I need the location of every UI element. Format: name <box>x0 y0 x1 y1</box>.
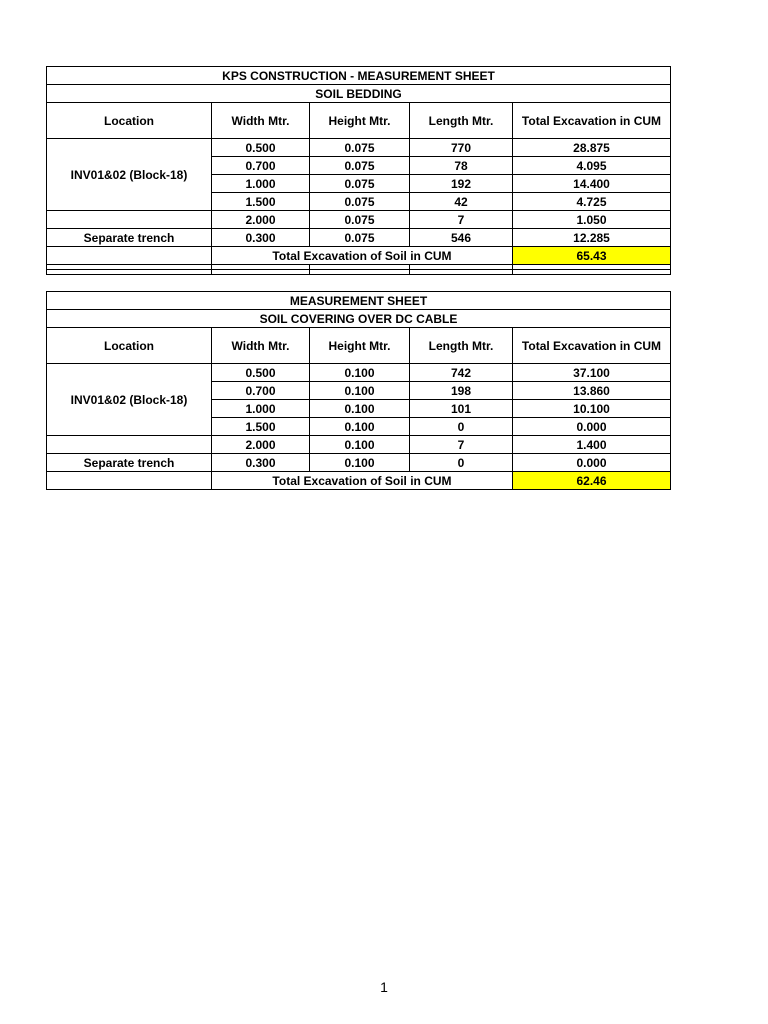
empty-cell <box>47 472 212 490</box>
header-location: Location <box>47 328 212 364</box>
height-cell: 0.075 <box>310 229 410 247</box>
total-value: 65.43 <box>513 247 671 265</box>
width-cell: 0.500 <box>212 139 310 157</box>
width-cell: 0.500 <box>212 364 310 382</box>
total-row <box>47 247 671 265</box>
total-label: Total Excavation of Soil in CUM <box>212 472 513 490</box>
total-cell: 0.000 <box>513 418 671 436</box>
height-cell: 0.100 <box>310 382 410 400</box>
length-cell: 0 <box>410 454 513 472</box>
sheet-subtitle: SOIL COVERING OVER DC CABLE <box>47 310 671 328</box>
width-cell: 1.000 <box>212 175 310 193</box>
total-row <box>47 472 671 490</box>
height-cell: 0.100 <box>310 454 410 472</box>
width-cell: 0.700 <box>212 157 310 175</box>
table-row <box>47 436 671 454</box>
sheet-subtitle: SOIL BEDDING <box>47 85 671 103</box>
total-cell: 14.400 <box>513 175 671 193</box>
width-cell: 1.500 <box>212 418 310 436</box>
length-cell: 7 <box>410 436 513 454</box>
empty-location-cell <box>47 211 212 229</box>
location-cell: Separate trench <box>47 229 212 247</box>
spacer-row <box>47 270 671 275</box>
height-cell: 0.100 <box>310 400 410 418</box>
height-cell: 0.100 <box>310 364 410 382</box>
header-location: Location <box>47 103 212 139</box>
header-width: Width Mtr. <box>212 328 310 364</box>
height-cell: 0.075 <box>310 139 410 157</box>
total-cell: 28.875 <box>513 139 671 157</box>
height-cell: 0.100 <box>310 418 410 436</box>
total-cell: 10.100 <box>513 400 671 418</box>
length-cell: 770 <box>410 139 513 157</box>
length-cell: 101 <box>410 400 513 418</box>
length-cell: 198 <box>410 382 513 400</box>
total-value: 62.46 <box>513 472 671 490</box>
width-cell: 1.000 <box>212 400 310 418</box>
table-row <box>47 229 671 247</box>
height-cell: 0.075 <box>310 157 410 175</box>
height-cell: 0.075 <box>310 193 410 211</box>
total-cell: 4.095 <box>513 157 671 175</box>
height-cell: 0.075 <box>310 211 410 229</box>
soil-bedding-table <box>46 66 671 275</box>
header-total: Total Excavation in CUM <box>513 103 671 139</box>
header-height: Height Mtr. <box>310 328 410 364</box>
width-cell: 2.000 <box>212 436 310 454</box>
width-cell: 1.500 <box>212 193 310 211</box>
header-width: Width Mtr. <box>212 103 310 139</box>
page-number: 1 <box>380 979 388 995</box>
header-length: Length Mtr. <box>410 328 513 364</box>
total-cell: 12.285 <box>513 229 671 247</box>
sheet-title: KPS CONSTRUCTION - MEASUREMENT SHEET <box>47 67 671 85</box>
header-row <box>47 328 671 364</box>
width-cell: 0.300 <box>212 454 310 472</box>
length-cell: 0 <box>410 418 513 436</box>
total-cell: 1.400 <box>513 436 671 454</box>
empty-cell <box>47 247 212 265</box>
length-cell: 78 <box>410 157 513 175</box>
length-cell: 42 <box>410 193 513 211</box>
location-cell: INV01&02 (Block-18) <box>47 139 212 211</box>
height-cell: 0.075 <box>310 175 410 193</box>
length-cell: 742 <box>410 364 513 382</box>
sheet-title: MEASUREMENT SHEET <box>47 292 671 310</box>
total-cell: 4.725 <box>513 193 671 211</box>
header-row <box>47 103 671 139</box>
empty-location-cell <box>47 436 212 454</box>
header-total: Total Excavation in CUM <box>513 328 671 364</box>
location-cell: INV01&02 (Block-18) <box>47 364 212 436</box>
height-cell: 0.100 <box>310 436 410 454</box>
total-cell: 0.000 <box>513 454 671 472</box>
table-row <box>47 364 671 382</box>
header-height: Height Mtr. <box>310 103 410 139</box>
table-row <box>47 454 671 472</box>
table-row <box>47 211 671 229</box>
length-cell: 7 <box>410 211 513 229</box>
table-row <box>47 139 671 157</box>
location-cell: Separate trench <box>47 454 212 472</box>
total-cell: 37.100 <box>513 364 671 382</box>
header-length: Length Mtr. <box>410 103 513 139</box>
length-cell: 546 <box>410 229 513 247</box>
soil-covering-table <box>46 291 671 490</box>
length-cell: 192 <box>410 175 513 193</box>
width-cell: 2.000 <box>212 211 310 229</box>
width-cell: 0.700 <box>212 382 310 400</box>
total-cell: 1.050 <box>513 211 671 229</box>
total-label: Total Excavation of Soil in CUM <box>212 247 513 265</box>
total-cell: 13.860 <box>513 382 671 400</box>
width-cell: 0.300 <box>212 229 310 247</box>
